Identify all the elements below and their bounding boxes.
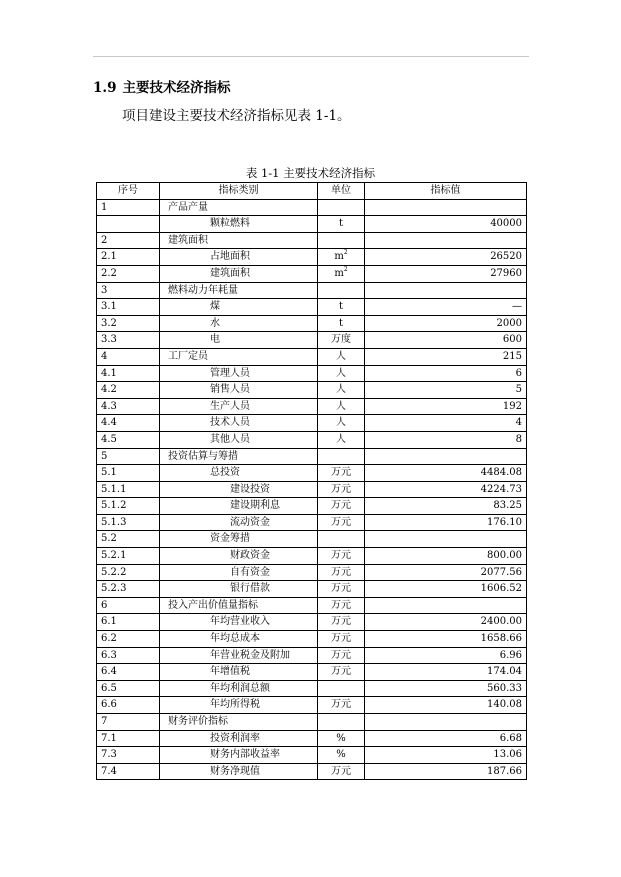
cell-category: 占地面积 (160, 249, 318, 266)
table-row (97, 697, 527, 714)
cell-index: 7.3 (97, 747, 160, 764)
cell-value: 40000 (365, 216, 527, 233)
cell-unit: 人 (318, 382, 365, 399)
cell-unit: t (318, 315, 365, 332)
cell-category: 流动资金 (160, 514, 318, 531)
table-row (97, 581, 527, 598)
cell-index: 3.1 (97, 299, 160, 316)
table-row (97, 315, 527, 332)
cell-index: 5.1.3 (97, 514, 160, 531)
cell-value: 2000 (365, 315, 527, 332)
cell-unit (318, 680, 365, 697)
cell-unit (318, 232, 365, 249)
cell-value (365, 597, 527, 614)
cell-index: 6.1 (97, 614, 160, 631)
cell-value: 800.00 (365, 548, 527, 565)
cell-unit: 万元 (318, 597, 365, 614)
cell-value: 8 (365, 431, 527, 448)
cell-value: 2077.56 (365, 564, 527, 581)
cell-value: 1606.52 (365, 581, 527, 598)
cell-index: 6.6 (97, 697, 160, 714)
cell-category: 年增值税 (160, 664, 318, 681)
cell-unit: 万元 (318, 647, 365, 664)
header-index: 序号 (97, 183, 160, 200)
cell-index: 5.2.3 (97, 581, 160, 598)
cell-unit (318, 714, 365, 731)
cell-unit: 人 (318, 431, 365, 448)
cell-category: 财务评价指标 (160, 714, 318, 731)
section-number: 1.9 (93, 80, 117, 96)
cell-category: 年均利润总额 (160, 680, 318, 697)
cell-index: 6.3 (97, 647, 160, 664)
cell-category: 年均所得税 (160, 697, 318, 714)
table-row (97, 647, 527, 664)
cell-value: 13.06 (365, 747, 527, 764)
cell-index (97, 216, 160, 233)
table-caption: 表 1-1 主要技术经济指标 (245, 166, 376, 180)
cell-unit (318, 448, 365, 465)
cell-category: 财务内部收益率 (160, 747, 318, 764)
cell-index: 4 (97, 348, 160, 365)
cell-category: 投入产出价值量指标 (160, 597, 318, 614)
cell-unit: 人 (318, 415, 365, 432)
cell-value: 2400.00 (365, 614, 527, 631)
cell-unit: 万元 (318, 548, 365, 565)
cell-value: 600 (365, 332, 527, 349)
table-row (97, 548, 527, 565)
cell-category: 颗粒燃料 (160, 216, 318, 233)
cell-value: 4224.73 (365, 481, 527, 498)
cell-index: 6.4 (97, 664, 160, 681)
cell-value: 140.08 (365, 697, 527, 714)
cell-unit: 万元 (318, 481, 365, 498)
cell-category: 其他人员 (160, 431, 318, 448)
cell-category: 水 (160, 315, 318, 332)
cell-value: 4484.08 (365, 465, 527, 482)
cell-value: 6 (365, 365, 527, 382)
cell-index: 5.1.2 (97, 498, 160, 515)
cell-index: 4.3 (97, 398, 160, 415)
cell-index: 4.2 (97, 382, 160, 399)
cell-category: 工厂定员 (160, 348, 318, 365)
page-header-rule (93, 56, 529, 57)
table-row (97, 382, 527, 399)
table-row (97, 348, 527, 365)
cell-index: 5.2.2 (97, 564, 160, 581)
table-row (97, 481, 527, 498)
cell-category: 银行借款 (160, 581, 318, 598)
table-row (97, 680, 527, 697)
cell-value: 5 (365, 382, 527, 399)
cell-unit: t (318, 299, 365, 316)
cell-category: 销售人员 (160, 382, 318, 399)
cell-category: 燃料动力年耗量 (160, 282, 318, 299)
cell-value: 4 (365, 415, 527, 432)
cell-value: — (365, 299, 527, 316)
cell-unit: $m^2$ (318, 249, 365, 266)
cell-index: 6 (97, 597, 160, 614)
cell-index: 2.2 (97, 265, 160, 282)
cell-category: 年均营业收入 (160, 614, 318, 631)
cell-unit: 人 (318, 365, 365, 382)
cell-index: 4.4 (97, 415, 160, 432)
table-row (97, 714, 527, 731)
table-header-row (97, 183, 527, 200)
cell-unit: 万元 (318, 498, 365, 515)
cell-category: 管理人员 (160, 365, 318, 382)
table-row (97, 448, 527, 465)
cell-index: 6.5 (97, 680, 160, 697)
cell-value: 26520 (365, 249, 527, 266)
cell-value (365, 282, 527, 299)
table-row (97, 265, 527, 282)
cell-unit: 万元 (318, 514, 365, 531)
section-title: 主要技术经济指标 (122, 80, 231, 96)
cell-category: 建设投资 (160, 481, 318, 498)
cell-index: 6.2 (97, 631, 160, 648)
table-row (97, 216, 527, 233)
cell-value (365, 531, 527, 548)
cell-unit (318, 199, 365, 216)
cell-category: 自有资金 (160, 564, 318, 581)
cell-unit: % (318, 730, 365, 747)
table-body (97, 199, 527, 780)
cell-value: 187.66 (365, 763, 527, 780)
table-row (97, 199, 527, 216)
cell-index: 5.2.1 (97, 548, 160, 565)
cell-index: 4.5 (97, 431, 160, 448)
cell-unit: 万元 (318, 763, 365, 780)
table-row (97, 332, 527, 349)
cell-category: 建筑面积 (160, 265, 318, 282)
table-row (97, 631, 527, 648)
cell-category: 电 (160, 332, 318, 349)
cell-index: 4.1 (97, 365, 160, 382)
cell-category: 资金筹措 (160, 531, 318, 548)
table-row (97, 730, 527, 747)
table-row (97, 597, 527, 614)
section-heading (93, 76, 231, 96)
cell-value: 6.68 (365, 730, 527, 747)
cell-value: 27960 (365, 265, 527, 282)
cell-category: 财政资金 (160, 548, 318, 565)
cell-category: 建筑面积 (160, 232, 318, 249)
cell-value (365, 714, 527, 731)
cell-value: 560.33 (365, 680, 527, 697)
cell-unit: 万元 (318, 697, 365, 714)
cell-unit: 万元 (318, 614, 365, 631)
cell-category: 总投资 (160, 465, 318, 482)
cell-unit: 万元 (318, 564, 365, 581)
table-row (97, 365, 527, 382)
cell-category: 投资估算与筹措 (160, 448, 318, 465)
cell-category: 投资利润率 (160, 730, 318, 747)
cell-index: 3 (97, 282, 160, 299)
cell-index: 3.2 (97, 315, 160, 332)
cell-index: 3.3 (97, 332, 160, 349)
table-row (97, 465, 527, 482)
metrics-table (96, 182, 527, 780)
cell-unit: $m^2$ (318, 265, 365, 282)
cell-index: 5.2 (97, 531, 160, 548)
cell-unit: 人 (318, 348, 365, 365)
cell-category: 年均总成本 (160, 631, 318, 648)
cell-value: 1658.66 (365, 631, 527, 648)
table-row (97, 282, 527, 299)
header-category: 指标类别 (160, 183, 318, 200)
cell-index: 5.1 (97, 465, 160, 482)
cell-category: 煤 (160, 299, 318, 316)
cell-value (365, 232, 527, 249)
table-row (97, 232, 527, 249)
cell-unit: 人 (318, 398, 365, 415)
table-row (97, 498, 527, 515)
cell-index: 7.1 (97, 730, 160, 747)
cell-unit: 万元 (318, 664, 365, 681)
cell-value (365, 448, 527, 465)
cell-unit: 万度 (318, 332, 365, 349)
cell-index: 7 (97, 714, 160, 731)
cell-unit: 万元 (318, 465, 365, 482)
intro-paragraph: 项目建设主要技术经济指标见表 1-1。 (122, 108, 351, 124)
cell-value: 192 (365, 398, 527, 415)
cell-category: 财务净现值 (160, 763, 318, 780)
cell-index: 5 (97, 448, 160, 465)
cell-index: 2 (97, 232, 160, 249)
cell-unit: 万元 (318, 581, 365, 598)
cell-value: 174.04 (365, 664, 527, 681)
table-row (97, 299, 527, 316)
table-row (97, 763, 527, 780)
table-row (97, 531, 527, 548)
cell-category: 年营业税金及附加 (160, 647, 318, 664)
cell-category: 生产人员 (160, 398, 318, 415)
table-row (97, 431, 527, 448)
cell-category: 建设期利息 (160, 498, 318, 515)
table-row (97, 614, 527, 631)
table-row (97, 747, 527, 764)
table-row (97, 514, 527, 531)
table-row (97, 564, 527, 581)
header-unit: 单位 (318, 183, 365, 200)
table-row (97, 249, 527, 266)
cell-unit: % (318, 747, 365, 764)
cell-index: 2.1 (97, 249, 160, 266)
cell-value: 215 (365, 348, 527, 365)
table-row (97, 398, 527, 415)
cell-value (365, 199, 527, 216)
cell-index: 1 (97, 199, 160, 216)
cell-unit: t (318, 216, 365, 233)
cell-unit (318, 531, 365, 548)
cell-category: 产品产量 (160, 199, 318, 216)
cell-value: 176.10 (365, 514, 527, 531)
cell-index: 5.1.1 (97, 481, 160, 498)
table-row (97, 415, 527, 432)
cell-value: 83.25 (365, 498, 527, 515)
header-value: 指标值 (365, 183, 527, 200)
cell-unit (318, 282, 365, 299)
cell-unit: 万元 (318, 631, 365, 648)
cell-index: 7.4 (97, 763, 160, 780)
cell-value: 6.96 (365, 647, 527, 664)
table-row (97, 664, 527, 681)
cell-category: 技术人员 (160, 415, 318, 432)
